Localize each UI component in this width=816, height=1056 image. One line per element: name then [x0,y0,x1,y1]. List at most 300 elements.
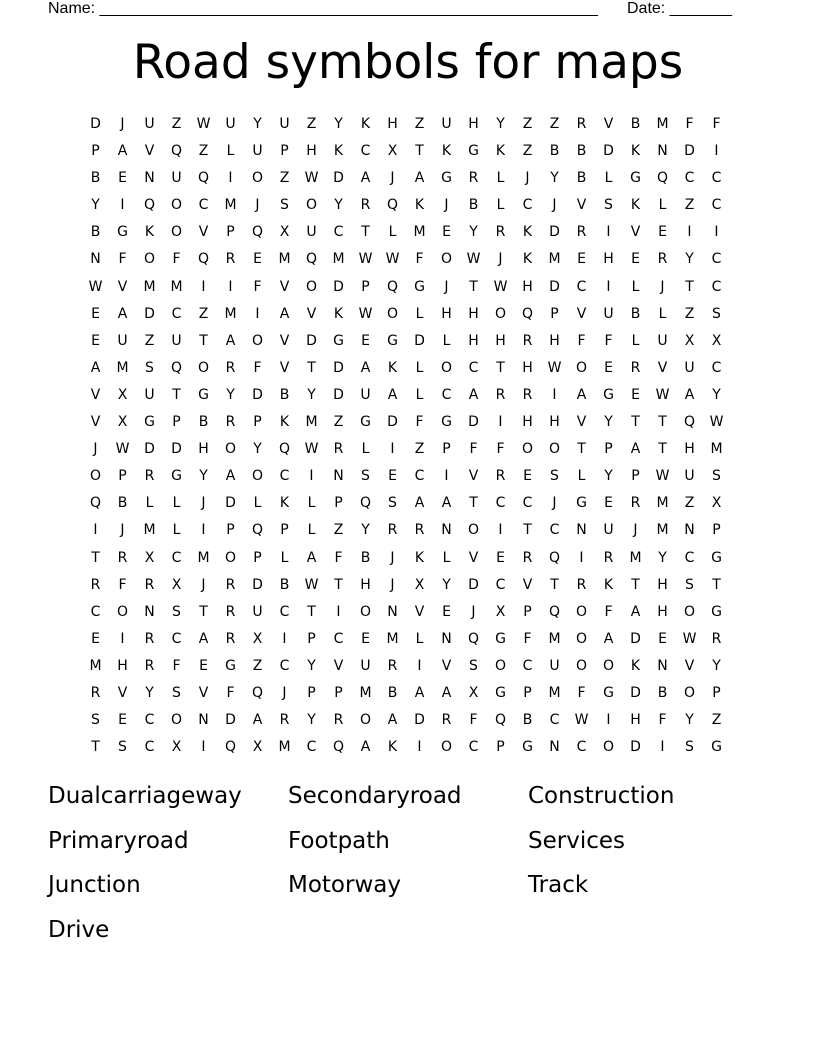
grid-cell: R [522,332,533,349]
grid-cell: O [89,468,102,485]
grid-cell: B [549,143,560,160]
grid-cell: Y [469,224,478,241]
grid-cell: C [711,251,722,268]
grid-cell: H [360,576,371,593]
grid-cell: O [494,657,507,674]
grid-cell: K [333,143,344,160]
grid-cell: B [468,197,479,214]
grid-cell: G [360,414,371,431]
grid-cell: N [198,712,209,729]
grid-cell: M [224,305,237,322]
grid-cell: D [603,143,614,160]
grid-cell: L [388,224,397,241]
grid-cell: D [144,305,155,322]
grid-cell: Q [170,359,183,376]
grid-cell: F [415,414,424,431]
grid-cell: M [656,116,669,132]
grid-cell: R [117,549,128,566]
grid-cell: C [171,630,182,647]
grid-cell: P [550,305,559,322]
grid-cell: I [201,522,206,539]
grid-cell: P [91,143,100,160]
grid-cell: O [494,305,507,322]
grid-cell: K [495,143,506,160]
grid-cell: Z [522,116,533,132]
grid-cell: P [631,468,640,485]
grid-cell: U [360,386,371,403]
grid-cell: C [360,143,371,160]
grid-cell: K [603,576,614,593]
grid-cell: C [171,549,182,566]
grid-cell: A [252,712,263,729]
grid-cell: G [603,386,614,403]
grid-cell: D [684,143,695,160]
grid-cell: F [172,251,181,268]
grid-cell: J [120,116,125,132]
grid-cell: E [442,224,451,241]
grid-cell: E [118,170,127,187]
grid-cell: S [712,468,721,485]
grid-cell: S [550,468,559,485]
grid-cell: C [333,224,344,241]
grid-cell: W [88,278,103,295]
grid-cell: P [334,495,343,512]
grid-cell: H [522,414,533,431]
grid-cell: F [685,116,694,132]
grid-cell: J [282,684,287,701]
grid-cell: X [144,549,155,566]
grid-cell: R [333,712,344,729]
grid-cell: R [225,603,236,620]
grid-cell: W [304,170,319,187]
grid-cell: A [414,495,425,512]
grid-cell: H [495,332,506,349]
grid-cell: U [117,332,128,349]
grid-cell: M [413,224,426,241]
grid-cell: G [225,657,236,674]
grid-cell: D [171,441,182,458]
grid-cell: M [116,359,129,376]
grid-cell: P [280,522,289,539]
grid-cell: D [387,414,398,431]
grid-cell: W [574,712,589,729]
grid-cell: L [631,332,640,349]
grid-cell: C [414,468,425,485]
grid-cell: R [360,197,371,214]
grid-cell: G [414,278,425,295]
grid-cell: W [304,576,319,593]
grid-cell: X [117,386,128,403]
grid-cell: W [547,359,562,376]
grid-cell: K [387,739,398,756]
grid-cell: N [333,468,344,485]
grid-cell: D [90,116,101,132]
grid-cell: K [333,305,344,322]
grid-cell: G [711,739,722,756]
grid-cell: Q [197,251,210,268]
grid-cell: A [225,332,236,349]
word-list-item: Secondaryroad [288,783,462,809]
grid-cell: Q [386,278,399,295]
grid-cell: O [521,441,534,458]
grid-cell: O [440,739,453,756]
grid-cell: A [117,305,128,322]
grid-cell: C [198,197,209,214]
grid-cell: I [606,712,611,729]
grid-cell: N [387,603,398,620]
grid-cell: J [201,576,206,593]
grid-cell: G [711,549,722,566]
grid-cell: A [360,170,371,187]
grid-cell: D [630,739,641,756]
grid-cell: G [495,684,506,701]
grid-cell: C [522,495,533,512]
grid-cell: H [657,603,668,620]
grid-cell: Z [252,657,263,674]
grid-cell: C [333,630,344,647]
grid-cell: B [279,386,290,403]
grid-cell: O [440,251,453,268]
grid-cell: I [606,224,611,241]
grid-cell: W [655,386,670,403]
grid-cell: L [280,549,289,566]
grid-cell: A [468,386,479,403]
grid-cell: S [172,684,181,701]
grid-cell: W [493,278,508,295]
grid-cell: R [630,359,641,376]
grid-cell: D [333,170,344,187]
grid-cell: T [334,576,343,593]
grid-cell: U [306,224,317,241]
grid-cell: V [306,305,317,322]
grid-cell: Z [414,441,425,458]
grid-cell: E [658,630,667,647]
grid-cell: J [390,549,395,566]
page-title: Road symbols for maps [132,35,684,90]
grid-cell: M [656,495,669,512]
grid-cell: F [118,576,127,593]
grid-cell: A [306,549,317,566]
grid-cell: J [660,278,665,295]
grid-cell: E [91,630,100,647]
grid-cell: E [523,468,532,485]
grid-cell: C [576,739,587,756]
grid-cell: Y [334,116,343,132]
grid-cell: Q [656,170,669,187]
word-bank [48,778,768,956]
grid-cell: O [440,359,453,376]
grid-cell: W [304,441,319,458]
grid-cell: U [144,116,155,132]
grid-cell: A [441,684,452,701]
grid-cell: B [576,143,587,160]
grid-cell: E [577,251,586,268]
grid-cell: R [225,630,236,647]
grid-cell: F [253,359,262,376]
grid-cell: R [225,576,236,593]
grid-cell: T [712,576,721,593]
grid-cell: H [657,576,668,593]
grid-cell: J [120,522,125,539]
grid-cell: T [415,143,424,160]
grid-cell: T [199,603,208,620]
grid-cell: P [253,414,262,431]
grid-cell: K [522,251,533,268]
grid-cell: K [522,224,533,241]
grid-cell: Z [306,116,317,132]
grid-cell: E [604,359,613,376]
grid-cell: U [252,603,263,620]
grid-cell: A [576,386,587,403]
grid-cell: L [415,359,424,376]
grid-cell: J [633,522,638,539]
grid-cell: Z [198,143,209,160]
grid-cell: U [549,657,560,674]
grid-cell: F [334,549,343,566]
grid-cell: X [495,603,506,620]
grid-cell: C [468,739,479,756]
grid-cell: P [442,441,451,458]
grid-cell: H [522,359,533,376]
grid-cell: V [468,549,479,566]
grid-cell: I [579,549,584,566]
grid-cell: Y [334,197,343,214]
grid-cell: D [414,712,425,729]
grid-cell: R [90,684,101,701]
grid-cell: L [442,549,451,566]
grid-cell: B [657,684,668,701]
grid-cell: P [523,684,532,701]
grid-cell: L [307,522,316,539]
grid-cell: C [549,522,560,539]
grid-cell: M [548,684,561,701]
grid-cell: Z [144,332,155,349]
grid-cell: G [144,414,155,431]
grid-cell: S [361,468,370,485]
grid-cell: A [603,630,614,647]
grid-cell: L [415,386,424,403]
grid-cell: V [279,332,290,349]
grid-cell: R [522,549,533,566]
grid-cell: Y [361,522,370,539]
grid-cell: T [91,739,100,756]
grid-cell: C [171,305,182,322]
grid-cell: F [226,684,235,701]
grid-cell: U [684,468,695,485]
grid-cell: R [387,522,398,539]
grid-cell: N [657,657,668,674]
grid-cell: B [279,576,290,593]
grid-cell: R [144,576,155,593]
grid-cell: R [576,224,587,241]
grid-cell: T [658,414,667,431]
grid-cell: P [226,224,235,241]
grid-cell: R [225,251,236,268]
grid-cell: Q [683,414,696,431]
grid-cell: Z [711,712,722,729]
grid-cell: S [604,197,613,214]
grid-cell: I [417,657,422,674]
grid-cell: P [496,739,505,756]
grid-cell: N [576,522,587,539]
grid-cell: Q [548,603,561,620]
grid-cell: D [468,414,479,431]
word-list-item: Footpath [288,827,390,854]
grid-cell: Q [494,712,507,729]
grid-cell: Z [333,522,344,539]
grid-cell: Q [278,441,291,458]
grid-cell: E [388,468,397,485]
grid-cell: X [711,332,722,349]
grid-cell: I [444,468,449,485]
grid-cell: U [657,332,668,349]
grid-cell: I [201,278,206,295]
grid-cell: Q [548,549,561,566]
grid-cell: H [387,116,398,132]
grid-cell: J [255,197,260,214]
grid-cell: K [441,143,452,160]
grid-cell: Z [522,143,533,160]
grid-cell: R [90,576,101,593]
grid-cell: U [252,143,263,160]
grid-cell: F [118,251,127,268]
grid-cell: O [683,603,696,620]
grid-cell: O [359,603,372,620]
grid-cell: J [390,170,395,187]
grid-cell: P [604,441,613,458]
grid-cell: B [630,116,641,132]
grid-cell: C [495,495,506,512]
grid-cell: C [684,549,695,566]
grid-cell: E [361,332,370,349]
grid-cell: V [279,278,290,295]
grid-cell: I [498,522,503,539]
grid-cell: J [93,441,98,458]
grid-cell: I [309,468,314,485]
grid-cell: M [548,630,561,647]
grid-cell: V [117,684,128,701]
grid-cell: L [253,495,262,512]
grid-cell: V [441,657,452,674]
grid-cell: U [171,332,182,349]
grid-cell: A [387,386,398,403]
grid-cell: I [228,278,233,295]
grid-cell: B [576,170,587,187]
grid-cell: R [603,549,614,566]
grid-cell: V [333,657,344,674]
grid-cell: H [468,332,479,349]
grid-cell: O [575,359,588,376]
grid-cell: F [523,630,532,647]
grid-cell: I [120,197,125,214]
grid-cell: C [90,603,101,620]
grid-cell: M [305,414,318,431]
grid-cell: Y [91,197,100,214]
grid-cell: O [575,630,588,647]
grid-cell: H [549,414,560,431]
grid-cell: B [90,170,101,187]
grid-cell: P [712,684,721,701]
grid-cell: T [91,549,100,566]
grid-cell: U [360,657,371,674]
grid-cell: P [280,143,289,160]
grid-cell: Z [171,116,182,132]
grid-cell: G [603,684,614,701]
grid-cell: O [170,197,183,214]
grid-cell: Q [332,739,345,756]
grid-cell: V [630,224,641,241]
grid-cell: P [118,468,127,485]
grid-cell: R [495,386,506,403]
grid-cell: C [306,739,317,756]
grid-cell: Y [226,386,235,403]
grid-cell: J [444,197,449,214]
grid-cell: I [282,630,287,647]
grid-cell: M [278,739,291,756]
grid-cell: W [358,251,373,268]
grid-cell: Y [712,657,721,674]
word-list-item: Drive [48,916,110,943]
grid-cell: Y [199,468,208,485]
grid-cell: M [548,251,561,268]
grid-cell: M [143,522,156,539]
grid-cell: O [143,251,156,268]
grid-cell: C [522,197,533,214]
grid-cell: X [171,576,182,593]
letter-grid [82,111,730,761]
grid-cell: A [225,468,236,485]
grid-cell: R [144,630,155,647]
grid-cell: F [577,332,586,349]
grid-cell: X [684,332,695,349]
grid-cell: C [441,386,452,403]
grid-cell: M [197,549,210,566]
grid-cell: I [201,739,206,756]
grid-cell: S [91,712,100,729]
grid-cell: E [361,630,370,647]
grid-cell: Y [685,251,694,268]
grid-cell: C [279,603,290,620]
grid-cell: G [522,739,533,756]
word-list-item: Services [528,827,625,854]
grid-cell: S [388,495,397,512]
grid-cell: R [576,116,587,132]
grid-cell: L [604,170,613,187]
grid-cell: J [552,197,557,214]
grid-cell: S [685,576,694,593]
grid-cell: O [602,657,615,674]
grid-cell: E [91,305,100,322]
grid-cell: E [199,657,208,674]
grid-cell: C [576,278,587,295]
grid-cell: M [170,278,183,295]
grid-cell: H [468,116,479,132]
grid-cell: P [307,684,316,701]
grid-cell: E [658,224,667,241]
grid-cell: P [226,522,235,539]
grid-cell: B [90,224,101,241]
grid-cell: E [91,332,100,349]
grid-cell: U [225,116,236,132]
grid-cell: U [603,305,614,322]
grid-cell: A [90,359,101,376]
grid-cell: W [682,630,697,647]
grid-cell: O [224,549,237,566]
grid-cell: V [603,116,614,132]
grid-cell: R [333,441,344,458]
grid-cell: R [441,712,452,729]
grid-cell: S [172,603,181,620]
